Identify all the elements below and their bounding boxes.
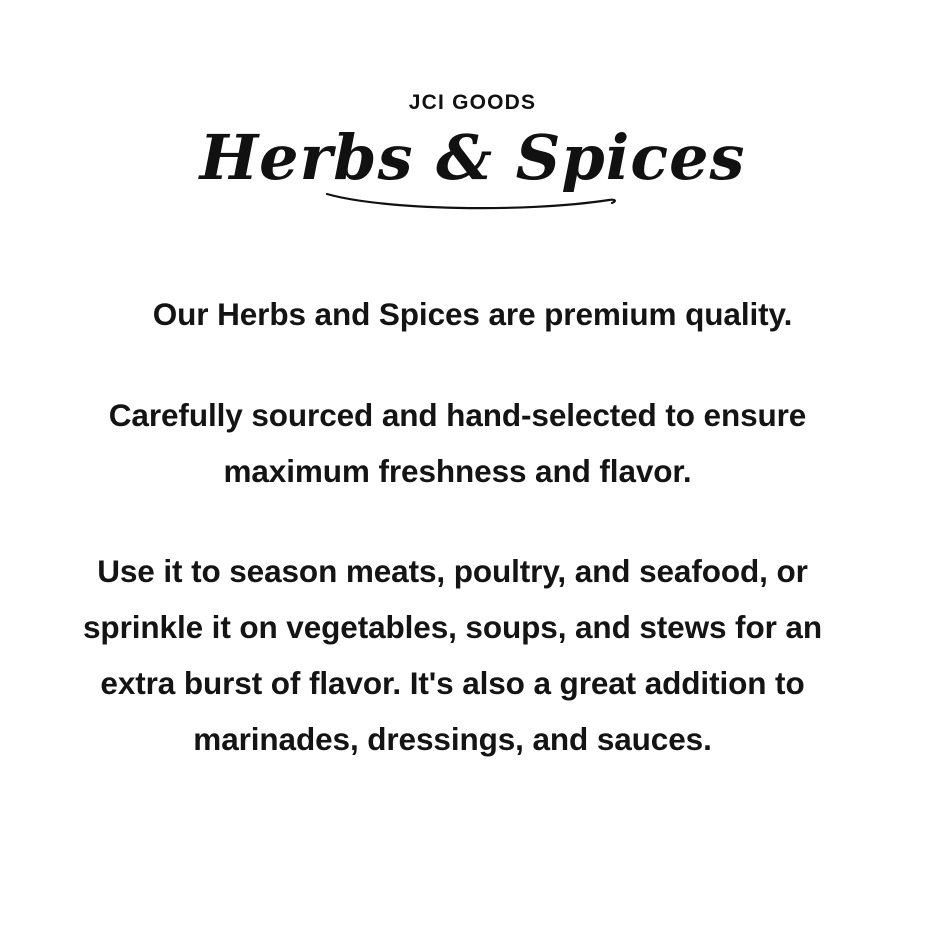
description-block	[58, 286, 888, 766]
brand-header	[0, 92, 945, 214]
page-title: Herbs & Spices	[199, 121, 746, 194]
description-paragraph-1: Our Herbs and Spices are premium quality.	[152, 296, 793, 333]
brand-name: JCI GOODS	[408, 91, 537, 114]
description-paragraph-2: Carefully sourced and hand-selected to ensure maximum freshness and flavor.	[108, 396, 807, 489]
description-paragraph-3: Use it to season meats, poultry, and seafood, or sprinkle it on vegetables, soups, and stews for an extra burst of flavor. It's also a great addition to marinades, dressings, and sauces.	[83, 552, 822, 757]
underline-swash-icon	[323, 188, 623, 214]
